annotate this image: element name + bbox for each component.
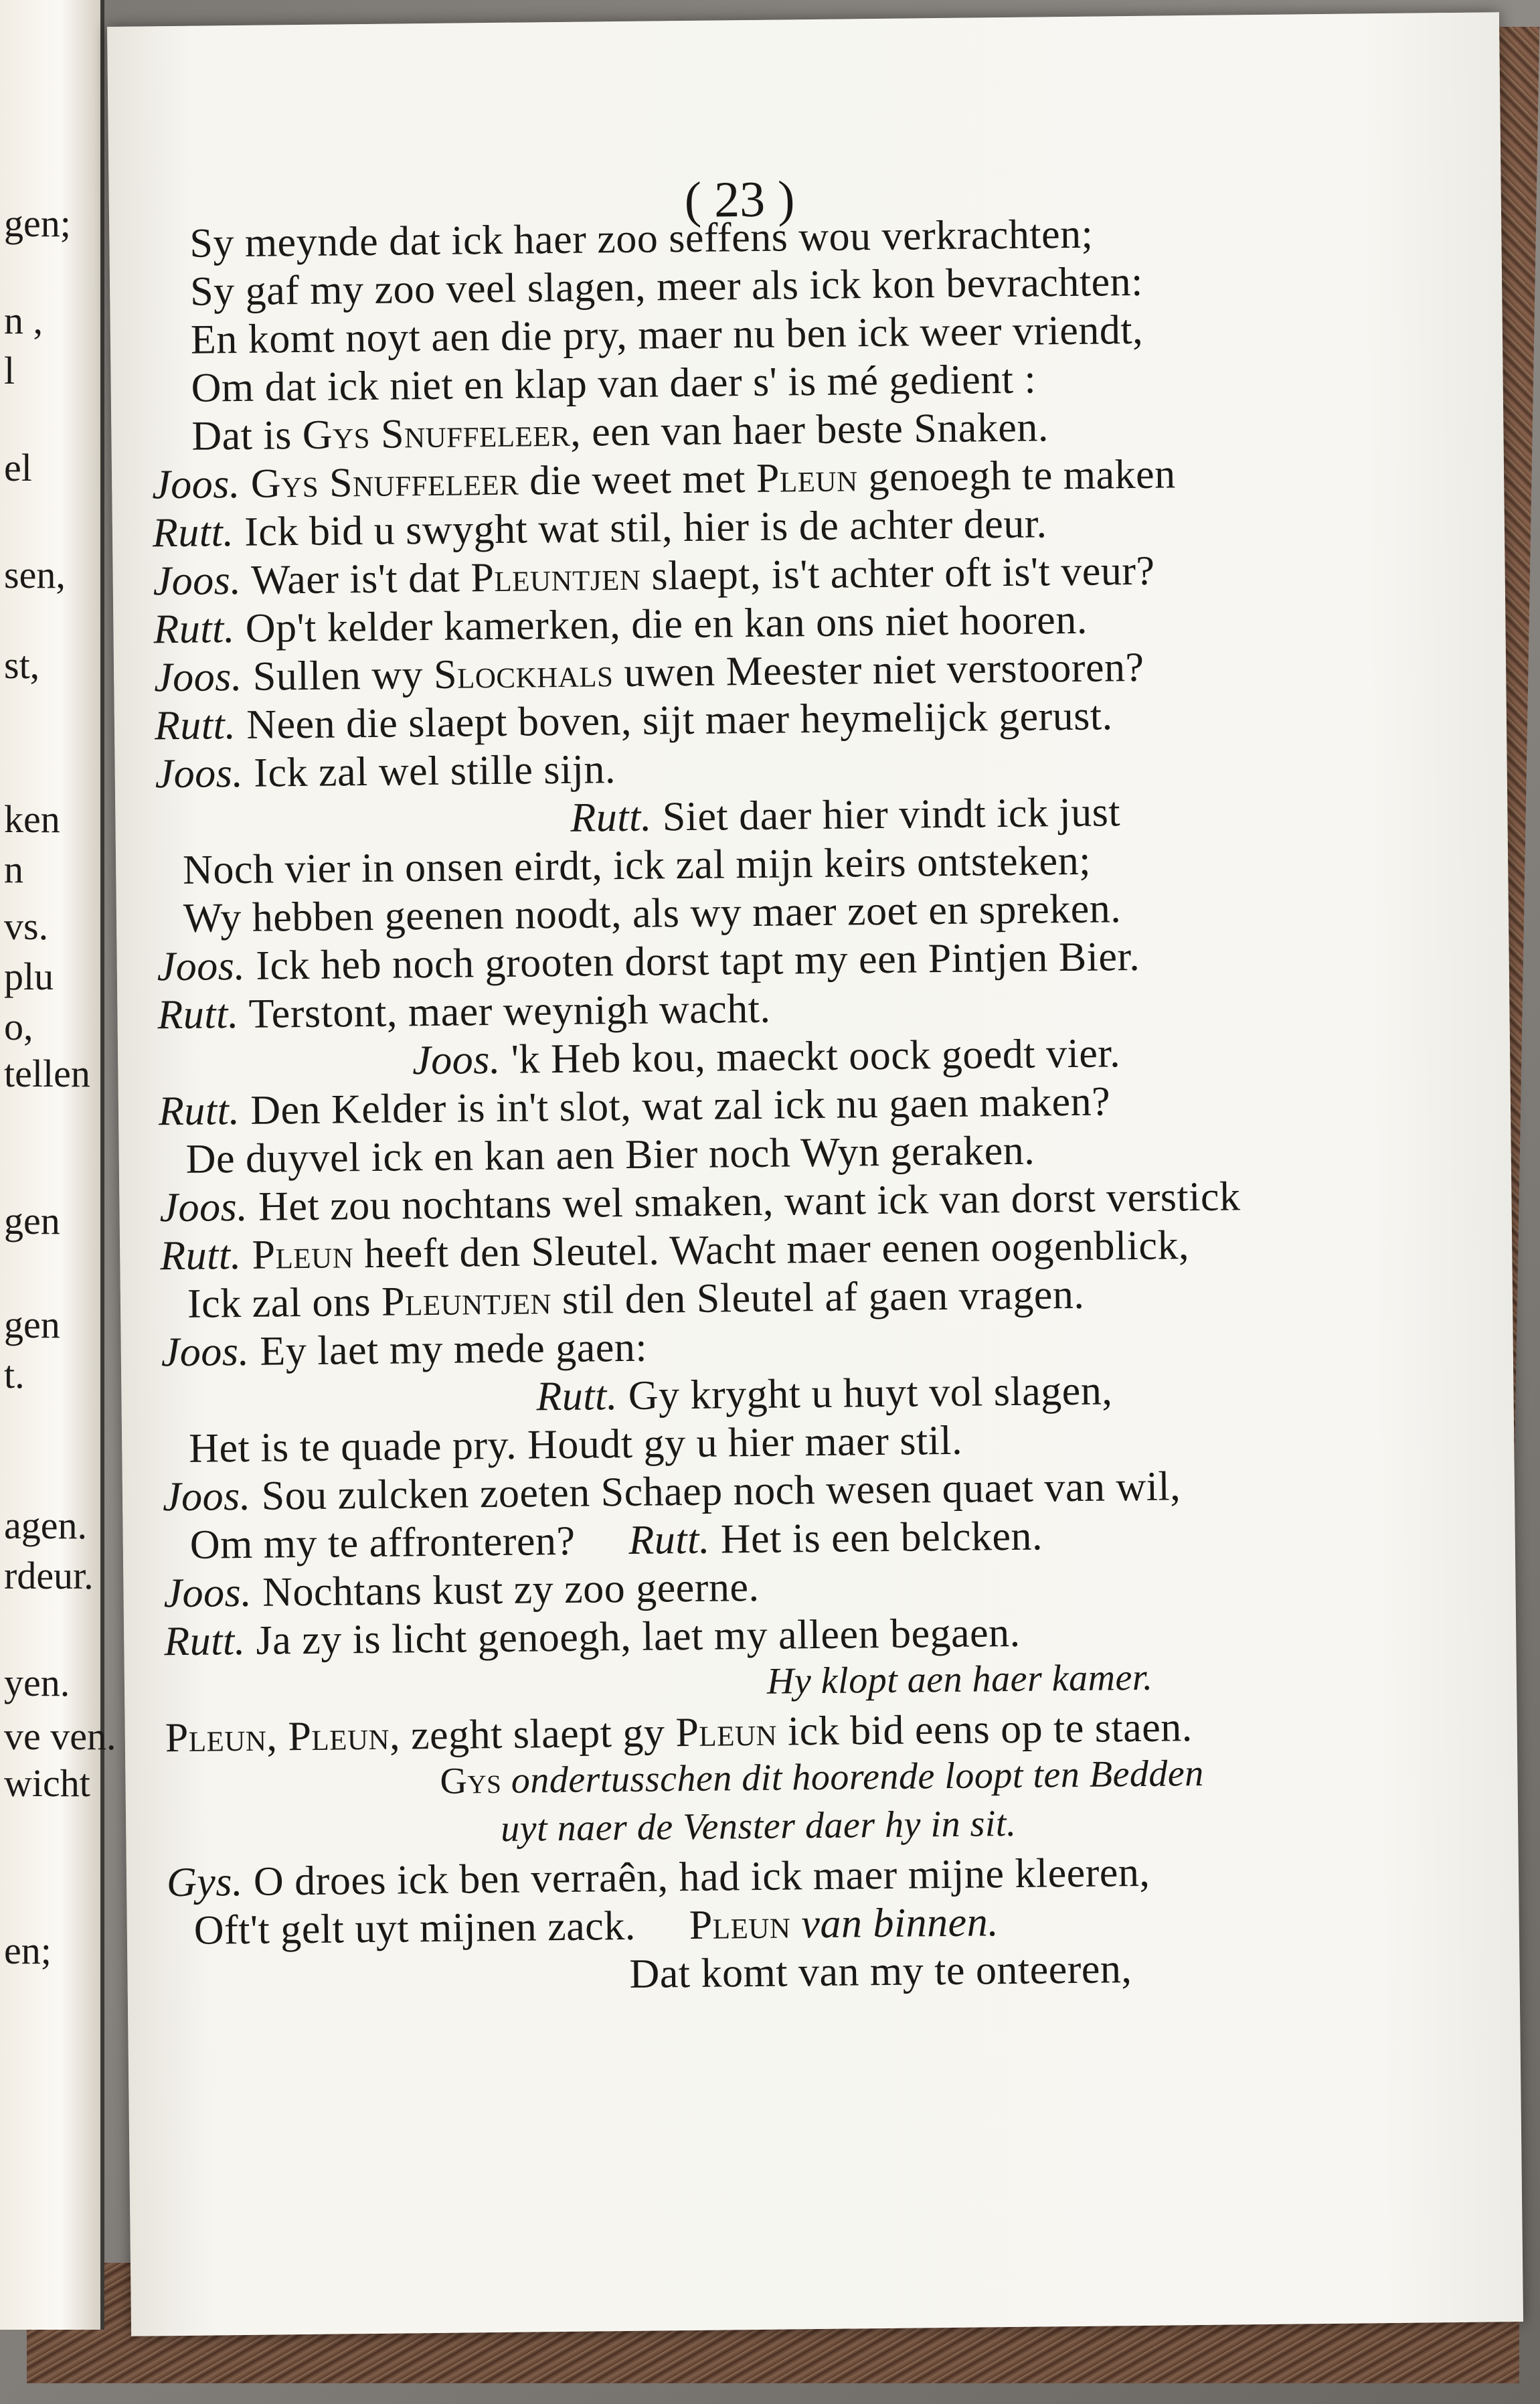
facing-page-fragment: agen. <box>4 1504 87 1547</box>
facing-page-fragment: t. <box>4 1353 25 1396</box>
verse-line: Gys. O droes ick ben verraên, had ick maer mijne kleeren, <box>166 1849 1150 1906</box>
speaker-label: Rutt. <box>159 1232 242 1279</box>
facing-page <box>0 0 116 2330</box>
speaker-label: Joos. <box>162 1473 252 1520</box>
facing-page-fragment: wicht <box>4 1761 90 1805</box>
verse-line: Noch vier in onsen eirdt, ick zal mijn keirs ontsteken; <box>182 837 1092 893</box>
facing-page-fragment: en; <box>4 1929 52 1972</box>
verse-line: Joos. Sou zulcken zoeten Schaep noch wesen quaet van wil, <box>162 1463 1181 1520</box>
speaker-label: Joos. <box>163 1569 252 1617</box>
speaker-label: Rutt. <box>628 1516 711 1563</box>
stage-direction: Hy klopt aen haer kamer. <box>766 1656 1153 1702</box>
verse-line: Rutt. Neen die slaept boven, sijt maer heymelijck gerust. <box>154 693 1113 749</box>
facing-page-fragment: ken <box>4 797 60 841</box>
book-page <box>107 12 1523 2336</box>
verse-line: Dat is Gys Snuffeleer, een van haer beste Snaken. <box>191 404 1049 459</box>
speaker-label: Rutt. <box>163 1617 246 1665</box>
verse-line: Dat komt van my te onteeren, <box>629 1946 1132 1997</box>
speaker-label: Joos. <box>153 653 243 701</box>
verse-line: Rutt. Terstont, maer weynigh wacht. <box>157 985 771 1038</box>
verse-line: Sy gaf my zoo veel slagen, meer als ick kon bevrachten: <box>189 258 1144 315</box>
verse-line: Wy hebben geenen noodt, als wy maer zoet en spreken. <box>183 886 1122 941</box>
verse-line: Sy meynde dat ick haer zoo seffens wou verkrachten; <box>189 211 1094 266</box>
verse-line: Pleun, Pleun, zeght slaept gy Pleun ick bid eens op te staen. <box>165 1704 1193 1761</box>
speaker-label: Rutt. <box>152 509 234 556</box>
verse-line: Rutt. Siet daer hier vindt ick just <box>570 789 1121 841</box>
stage-direction: uyt naer de Venster daer hy in sit. <box>500 1802 1017 1850</box>
verse-line: Ick zal ons Pleuntjen stil den Sleutel af gaen vragen. <box>187 1271 1085 1327</box>
facing-page-fragment: yen. <box>4 1661 70 1704</box>
facing-page-fragment: plu <box>4 955 54 998</box>
verse-line: Rutt. Op't kelder kamerken, die en kan ons niet hooren. <box>153 596 1088 653</box>
facing-page-fragment: n , <box>4 299 43 342</box>
verse-line: Joos. Gys Snuffeleer die weet met Pleun genoegh te maken <box>151 451 1176 508</box>
verse-line: Oft't gelt uyt mijnen zack. Pleun van binnen. <box>193 1899 999 1953</box>
facing-page-fragment: el <box>4 446 32 489</box>
speaker-label: Joos. <box>159 1184 248 1231</box>
facing-page-fragment: o, <box>4 1005 33 1048</box>
verse-line: Joos. Ick heb noch grooten dorst tapt my een Pintjen Bier. <box>157 933 1140 990</box>
verse-line: Joos. Het zou nochtans wel smaken, want ick van dorst verstick <box>159 1174 1241 1231</box>
page-number: ( 23 ) <box>684 171 795 228</box>
speaker-label: Joos. <box>151 461 241 508</box>
verse-line: Rutt. Den Kelder is in't slot, wat zal ick nu gaen maken? <box>158 1078 1111 1135</box>
speaker-label: Joos. <box>155 750 244 797</box>
verse-line: Om dat ick niet en klap van daer s' is mé gedient : <box>191 356 1037 411</box>
verse-line: De duyvel ick en kan aen Bier noch Wyn geraken. <box>185 1127 1035 1182</box>
speaker-label: Joos. <box>161 1328 250 1376</box>
speaker-label: Rutt. <box>154 702 236 749</box>
facing-page-fragment: gen <box>4 1199 60 1243</box>
verse-line: Rutt. Ick bid u swyght wat stil, hier is de achter deur. <box>152 501 1047 556</box>
verse-line: Joos. Ick zal wel stille sijn. <box>155 746 616 797</box>
verse-line: Rutt. Pleun heeft den Sleutel. Wacht maer eenen oogenblick, <box>159 1222 1190 1279</box>
facing-page-fragment: gen; <box>4 202 71 245</box>
verse-line: Rutt. Ja zy is licht genoegh, laet my alleen begaen. <box>163 1609 1021 1665</box>
verse-line: Joos. Nochtans kust zy zoo geerne. <box>163 1564 760 1617</box>
facing-page-fragment: n <box>4 848 23 891</box>
verse-line: Rutt. Gy kryght u huyt vol slagen, <box>536 1368 1113 1420</box>
speaker-label: Rutt. <box>157 991 240 1038</box>
speaker-label: Rutt. <box>536 1373 618 1420</box>
verse-line: Joos. Waer is't dat Pleuntjen slaept, is't achter oft is't veur? <box>153 548 1155 605</box>
facing-page-fragment: rdeur. <box>4 1554 94 1597</box>
speaker-label: Rutt. <box>153 606 236 653</box>
speaker-label: Rutt. <box>570 794 653 841</box>
verse-line: Joos. 'k Heb kou, maeckt oock goedt vier. <box>412 1030 1121 1084</box>
speaker-label: Joos. <box>157 943 246 990</box>
facing-page-fragment: st, <box>4 643 40 687</box>
speaker-label: Joos. <box>153 557 242 605</box>
verse-line: Om my te affronteren? Rutt. Het is een belcken. <box>189 1513 1043 1568</box>
facing-page-fragment: gen <box>4 1303 60 1346</box>
stage-direction: Gys ondertusschen dit hoorende loopt ten Bedden <box>440 1752 1205 1802</box>
facing-page-fragment: tellen <box>4 1052 90 1095</box>
facing-page-fragment: vs. <box>4 904 49 948</box>
verse-line: Het is te quade pry. Houdt gy u hier maer stil. <box>188 1417 963 1471</box>
verse-line: Joos. Sullen wy Slockhals uwen Meester niet verstooren? <box>153 644 1144 701</box>
facing-page-fragment: sen, <box>4 553 66 596</box>
verse-line: Joos. Ey laet my mede gaen: <box>161 1324 648 1376</box>
facing-page-fragment: l <box>4 349 15 392</box>
facing-page-fragment: ve ven. <box>4 1714 116 1758</box>
verse-line: En komt noyt aen die pry, maer nu ben ick weer vriendt, <box>190 307 1144 363</box>
speaker-label: Joos. <box>412 1036 501 1084</box>
speaker-label: Rutt. <box>158 1088 240 1135</box>
speaker-label: Gys. <box>166 1859 244 1906</box>
